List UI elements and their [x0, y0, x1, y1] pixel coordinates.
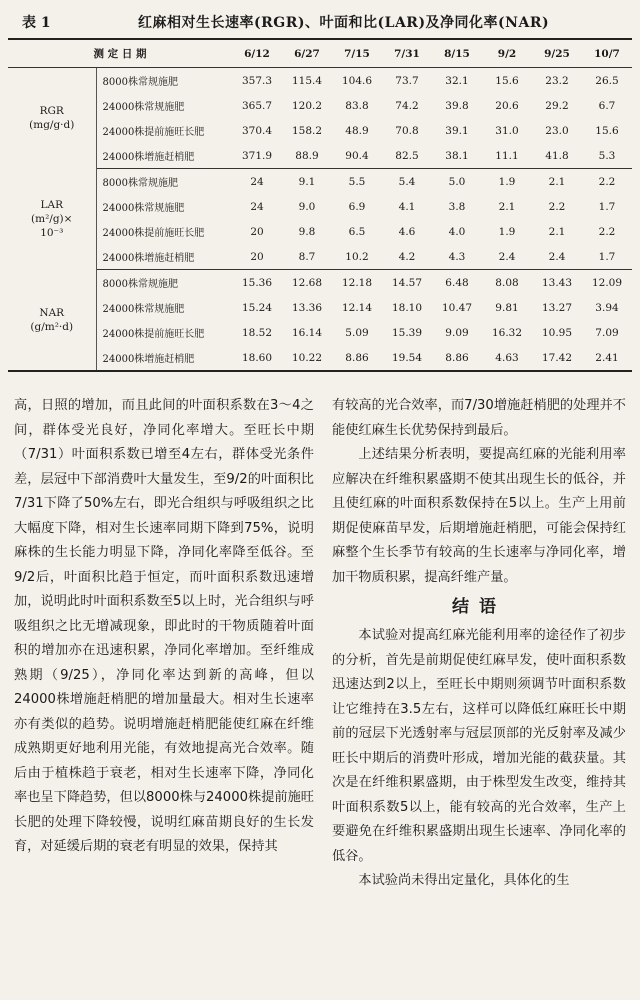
value-cell: 120.2 — [291, 99, 323, 112]
value-cell: 82.5 — [382, 143, 432, 169]
value-cell: 90.4 — [332, 143, 382, 169]
value-cell: 20 — [250, 225, 264, 238]
value-cell: 11.1 — [482, 143, 532, 169]
value-cell: 20 — [232, 244, 282, 270]
treatment-cell: 24000株提前施旺长肥 — [102, 329, 205, 340]
treatment-cell: 8000株常规施肥 — [102, 178, 178, 189]
treatment-cell: 24000株常规施肥 — [102, 304, 185, 315]
table-row — [8, 68, 632, 94]
value-cell: 1.7 — [598, 200, 616, 213]
value-cell: 48.9 — [345, 124, 369, 137]
value-cell: 17.42 — [541, 351, 573, 364]
group-label — [8, 68, 96, 169]
value-cell: 88.9 — [282, 143, 332, 169]
value-cell: 26.5 — [595, 74, 619, 87]
value-cell: 4.1 — [398, 200, 416, 213]
table-row — [8, 219, 632, 244]
value-cell: 41.8 — [532, 143, 582, 169]
value-cell: 1.9 — [498, 175, 516, 188]
value-cell: 6.5 — [348, 225, 366, 238]
table-row — [8, 143, 632, 169]
value-cell: 4.2 — [382, 244, 432, 270]
treatment-cell: 24000株增施赶梢肥 — [96, 244, 232, 270]
value-cell: 38.1 — [432, 143, 482, 169]
value-cell: 19.54 — [391, 351, 423, 364]
value-cell: 24 — [250, 200, 264, 213]
value-cell: 10.95 — [541, 326, 573, 339]
value-cell: 18.52 — [241, 326, 273, 339]
value-cell: 371.9 — [232, 143, 282, 169]
value-cell: 158.2 — [291, 124, 323, 137]
header-date-label: 测 定 日 期 — [8, 39, 232, 68]
value-cell: 370.4 — [241, 124, 273, 137]
treatment-cell: 24000株增施赶梢肥 — [102, 354, 195, 365]
treatment-cell: 24000株常规施肥 — [102, 203, 185, 214]
value-cell: 31.0 — [495, 124, 519, 137]
group-label-line: (mg/g·d) — [29, 119, 75, 132]
value-cell: 74.2 — [395, 99, 419, 112]
value-cell: 39.8 — [445, 99, 469, 112]
value-cell: 4.6 — [398, 225, 416, 238]
value-cell: 2.1 — [498, 200, 516, 213]
value-cell: 5.09 — [345, 326, 369, 339]
value-cell: 2.4 — [532, 244, 582, 270]
value-cell: 8.08 — [495, 276, 519, 289]
paragraph: 上述结果分析表明，要提高红麻的光能利用率应解决在纤维积累盛期不使其出现生长的低谷，并且使红麻的叶面积系数保持在5以上。生产上用前期促使麻苗早发，后期增施赶梢肥，可能会保持红麻整个生长季节有较高的生长速率与净同化率，增加干物质积累，提高纤维产量。 — [332, 447, 626, 585]
header-date: 8/15 — [432, 39, 482, 68]
left-text-column — [14, 394, 314, 860]
section-heading: 结语 — [452, 597, 506, 617]
value-cell: 14.57 — [391, 276, 423, 289]
value-cell: 15.39 — [391, 326, 423, 339]
value-cell: 4.63 — [495, 351, 519, 364]
value-cell: 357.3 — [241, 74, 273, 87]
group-label — [8, 270, 96, 372]
value-cell: 12.18 — [341, 276, 373, 289]
group-label-line: (m²/g)× — [31, 213, 73, 225]
table-row — [8, 118, 632, 143]
value-cell: 6.7 — [598, 99, 616, 112]
group-label-line: LAR — [40, 199, 63, 211]
right-text-column — [332, 394, 626, 894]
value-cell: 7.09 — [595, 326, 619, 339]
treatment-cell: 8000株常规施肥 — [102, 77, 178, 88]
header-date: 6/27 — [282, 39, 332, 68]
value-cell: 29.2 — [545, 99, 569, 112]
value-cell: 2.41 — [595, 351, 619, 364]
value-cell: 23.0 — [545, 124, 569, 137]
value-cell: 8.86 — [445, 351, 469, 364]
value-cell: 39.1 — [445, 124, 469, 137]
table-number: 表 1 — [22, 15, 51, 31]
table-row — [8, 270, 632, 296]
value-cell: 2.2 — [548, 200, 566, 213]
value-cell: 13.36 — [291, 301, 323, 314]
value-cell: 5.3 — [582, 143, 632, 169]
data-table — [8, 38, 632, 372]
value-cell: 70.8 — [395, 124, 419, 137]
header-date: 10/7 — [582, 39, 632, 68]
value-cell: 3.8 — [448, 200, 466, 213]
header-date: 6/12 — [232, 39, 282, 68]
table-row — [8, 320, 632, 345]
treatment-cell: 24000株常规施肥 — [102, 102, 185, 113]
value-cell: 13.27 — [541, 301, 573, 314]
value-cell: 8.7 — [282, 244, 332, 270]
value-cell: 13.43 — [541, 276, 573, 289]
value-cell: 6.48 — [445, 276, 469, 289]
value-cell: 73.7 — [395, 74, 419, 87]
group-label-line: 10⁻³ — [40, 227, 64, 239]
value-cell: 12.09 — [591, 276, 623, 289]
value-cell: 18.60 — [241, 351, 273, 364]
value-cell: 5.0 — [448, 175, 466, 188]
value-cell: 23.2 — [545, 74, 569, 87]
paragraph: 本试验对提高红麻光能利用率的途径作了初步的分析，首先是前期促使红麻早发，使叶面积系数迅速达到2以上，至旺长中期则须调节叶面积系数让它维持在3.5左右，这样可以降低红麻旺长中期前的冠层下光透射率与冠层顶部的光反射率及减少旺长中期后的消费叶形成，增加光能的截获量。其次是在纤维积累盛期，由于株型发生改变，维持其叶面积系数5以上，能有较高的光合效率，生产上要避免在纤维积累盛期出现生长速率、净同化率的低谷。 — [332, 628, 626, 864]
value-cell: 1.7 — [582, 244, 632, 270]
header-date: 9/2 — [482, 39, 532, 68]
value-cell: 16.14 — [291, 326, 323, 339]
value-cell: 9.09 — [445, 326, 469, 339]
value-cell: 9.1 — [298, 175, 316, 188]
table-row — [8, 169, 632, 195]
value-cell: 5.5 — [348, 175, 366, 188]
treatment-cell: 24000株提前施旺长肥 — [102, 127, 205, 138]
value-cell: 2.2 — [598, 175, 616, 188]
group-label-line: RGR — [39, 105, 64, 118]
table-header-row — [8, 39, 632, 68]
value-cell: 15.24 — [241, 301, 273, 314]
value-cell: 115.4 — [291, 74, 323, 87]
value-cell: 16.32 — [491, 326, 523, 339]
paragraph: 高，日照的增加，而且此间的叶面积系数在3～4之间，群体受光良好，净同化率增大。至旺长中期（7/31）叶面积系数已增至4左右，群体受光条件差，层冠中下部消费叶大量发生，至9/2的叶面积比7/31下降了50%左右，即光合组织与呼吸组织之比大幅度下降，相对生长速率同期下降到75%，说明麻株的生长能力明显下降，净同化率降至低谷。至9/2后，叶面积比趋于恒定，而叶面积系数迅速增加，说明此时叶面积系数至5以上时，光合组织与呼吸组织之比无增减现象，即此时的干物质随着叶面积的增加亦在迅速积累，净同化率增加。至纤维成熟期（9/25），净同化率达到新的高峰，但以24000株增施赶梢肥的增加量最大。相对生长速率亦有类似的趋势。说明增施赶梢肥能使红麻在纤维成熟期更好地利用光能，有效地提高光合效率。随后由于植株趋于衰老，相对生长速率下降，净同化率也呈下降趋势，但以8000株与24000株提前施旺长肥的处理下降较慢，说明红麻苗期良好的生长发育，对延缓后期的衰老有明显的效果，保持其 — [14, 398, 314, 854]
table-body — [8, 68, 632, 372]
value-cell: 24 — [250, 175, 264, 188]
value-cell: 2.2 — [598, 225, 616, 238]
value-cell: 10.47 — [441, 301, 473, 314]
group-label — [8, 169, 96, 270]
table-row — [8, 93, 632, 118]
table-row — [8, 194, 632, 219]
table-title: 红麻相对生长速率(RGR)、叶面和比(LAR)及净同化率(NAR) — [138, 15, 550, 31]
group-label-line: NAR — [39, 306, 65, 319]
paragraph: 本试验尚未得出定量化，具体化的生 — [358, 873, 570, 888]
value-cell: 104.6 — [341, 74, 373, 87]
value-cell: 15.6 — [495, 74, 519, 87]
value-cell: 15.36 — [241, 276, 273, 289]
value-cell: 18.10 — [391, 301, 423, 314]
value-cell: 83.8 — [345, 99, 369, 112]
value-cell: 20.6 — [495, 99, 519, 112]
value-cell: 9.0 — [298, 200, 316, 213]
header-date: 9/25 — [532, 39, 582, 68]
value-cell: 10.2 — [332, 244, 382, 270]
value-cell: 4.0 — [448, 225, 466, 238]
value-cell: 8.86 — [345, 351, 369, 364]
value-cell: 15.6 — [595, 124, 619, 137]
treatment-cell: 24000株增施赶梢肥 — [96, 143, 232, 169]
header-date: 7/31 — [382, 39, 432, 68]
treatment-cell: 24000株提前施旺长肥 — [102, 228, 205, 239]
value-cell: 10.22 — [291, 351, 323, 364]
value-cell: 2.1 — [548, 225, 566, 238]
value-cell: 4.3 — [432, 244, 482, 270]
value-cell: 3.94 — [595, 301, 619, 314]
table-caption — [8, 12, 632, 34]
value-cell: 32.1 — [445, 74, 469, 87]
table-row — [8, 345, 632, 371]
value-cell: 12.14 — [341, 301, 373, 314]
paragraph: 有较高的光合效率，而7/30增施赶梢肥的处理并不能使红麻生长优势保持到最后。 — [332, 398, 626, 438]
value-cell: 5.4 — [398, 175, 416, 188]
value-cell: 12.68 — [291, 276, 323, 289]
header-date: 7/15 — [332, 39, 382, 68]
group-label-line: (g/m²·d) — [30, 320, 74, 333]
value-cell: 365.7 — [241, 99, 273, 112]
table-row — [8, 295, 632, 320]
value-cell: 2.1 — [548, 175, 566, 188]
treatment-cell: 8000株常规施肥 — [102, 279, 178, 290]
table-row — [8, 244, 632, 270]
value-cell: 2.4 — [482, 244, 532, 270]
value-cell: 9.8 — [298, 225, 316, 238]
value-cell: 9.81 — [495, 301, 519, 314]
value-cell: 1.9 — [498, 225, 516, 238]
value-cell: 6.9 — [348, 200, 366, 213]
